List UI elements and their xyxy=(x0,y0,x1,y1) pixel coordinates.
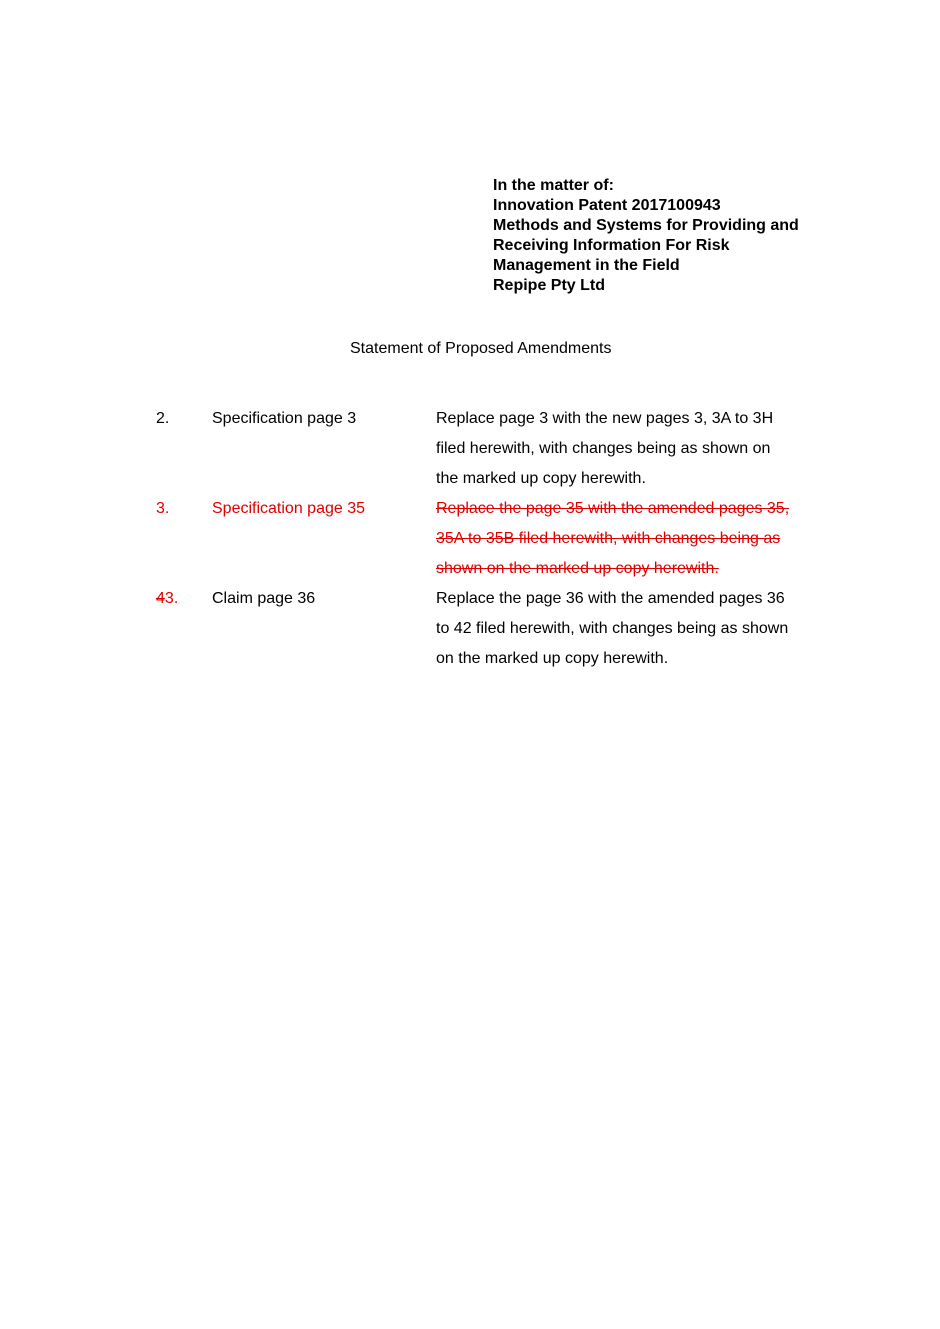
amendment-description xyxy=(436,494,831,584)
amendment-row xyxy=(156,584,856,674)
matter-heading xyxy=(493,176,893,296)
description-line: 35A to 35B filed herewith, with changes being as xyxy=(436,530,781,547)
amendment-number xyxy=(156,584,206,614)
description-line: the marked up copy herewith. xyxy=(436,470,646,487)
patent-title-line-1: Methods and Systems for Providing and xyxy=(493,217,799,234)
amendment-item: Specification page 35 xyxy=(212,500,365,517)
number-suffix: . xyxy=(173,590,179,607)
document-title: Statement of Proposed Amendments xyxy=(350,340,612,357)
description-line: Replace page 3 with the new pages 3, 3A to 3H xyxy=(436,410,774,427)
patent-number: Innovation Patent 2017100943 xyxy=(493,197,721,214)
deleted-number: 4 xyxy=(156,590,165,607)
description-line: Replace the page 35 with the amended pages 35, xyxy=(436,500,790,517)
applicant-name: Repipe Pty Ltd xyxy=(493,277,606,294)
amendment-description xyxy=(436,584,831,674)
amendment-item: Specification page 3 xyxy=(212,410,357,427)
amendment-row-deleted xyxy=(156,494,856,584)
description-line: to 42 filed herewith, with changes being as shown xyxy=(436,620,789,637)
description-line: Replace the page 36 with the amended pages 36 xyxy=(436,590,785,607)
inserted-number: 3 xyxy=(164,590,174,607)
patent-title-line-2: Receiving Information For Risk xyxy=(493,237,730,254)
amendment-item: Claim page 36 xyxy=(212,590,316,607)
description-line: shown on the marked up copy herewith. xyxy=(436,560,719,577)
patent-title-line-3: Management in the Field xyxy=(493,257,680,274)
amendment-number: 2. xyxy=(156,410,170,427)
description-line: filed herewith, with changes being as shown on xyxy=(436,440,771,457)
description-line: on the marked up copy herewith. xyxy=(436,650,669,667)
matter-intro: In the matter of: xyxy=(493,177,614,194)
amendments-table xyxy=(156,404,856,674)
amendment-row xyxy=(156,404,856,494)
amendment-description xyxy=(436,404,831,494)
amendment-number: 3. xyxy=(156,500,170,517)
